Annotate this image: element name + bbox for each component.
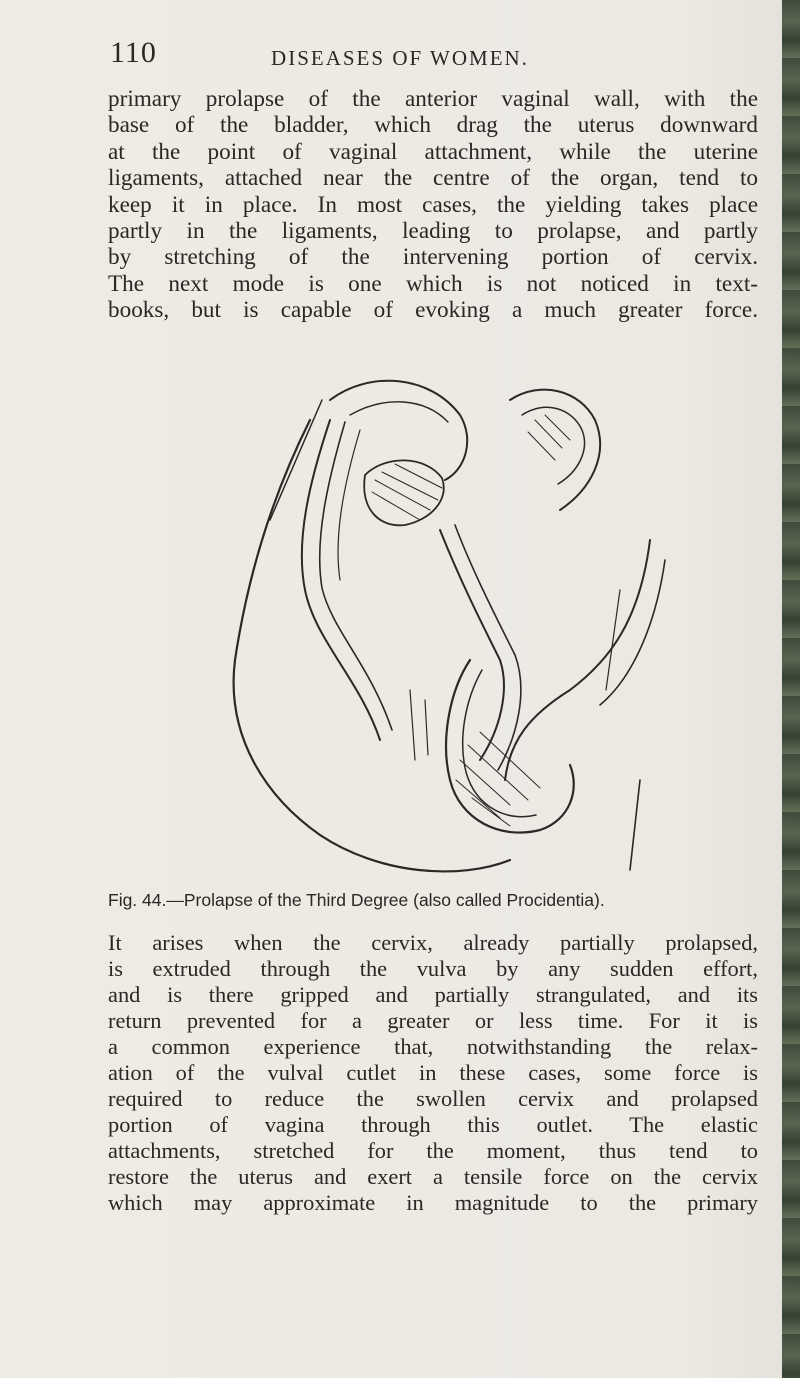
text-line: partly in the ligaments, leading to prolapse, and partly: [108, 218, 758, 245]
text-line: and is there gripped and partially strangulated, and its: [108, 982, 758, 1007]
text-line: a common experience that, notwithstanding the relax-: [108, 1034, 758, 1059]
paragraph-1: [108, 86, 758, 324]
text-line: is extruded through the vulva by any sudden effort,: [108, 956, 758, 981]
figure-caption: Fig. 44.—Prolapse of the Third Degree (also called Procidentia).: [108, 890, 605, 910]
page-edge: [782, 0, 800, 1378]
text-line: which may approximate in magnitude to the primary: [108, 1190, 758, 1215]
text-line: The next mode is one which is not noticed in text-: [108, 270, 758, 297]
paragraph-2: [108, 930, 758, 1216]
text-line: restore the uterus and exert a tensile force on the cervix: [108, 1164, 758, 1189]
text-line: books, but is capable of evoking a much greater force.: [108, 297, 758, 324]
text-line: required to reduce the swollen cervix and prolapsed: [108, 1086, 758, 1111]
text-line: ligaments, attached near the centre of the organ, tend to: [108, 165, 758, 192]
prolapse-illustration: [210, 360, 670, 890]
text-line: portion of vagina through this outlet. The elastic: [108, 1112, 758, 1137]
text-line: keep it in place. In most cases, the yielding takes place: [108, 191, 758, 218]
text-line: ation of the vulval cutlet in these cases, some force is: [108, 1060, 758, 1085]
text-line: base of the bladder, which drag the uterus downward: [108, 112, 758, 139]
text-line: return prevented for a greater or less time. For it is: [108, 1008, 758, 1033]
text-line: It arises when the cervix, already partially prolapsed,: [108, 930, 758, 955]
text-line: primary prolapse of the anterior vaginal wall, with the: [108, 86, 758, 112]
text-line: attachments, stretched for the moment, thus tend to: [108, 1138, 758, 1163]
text-line: at the point of vaginal attachment, while the uterine: [108, 138, 758, 165]
page-number: 110: [110, 36, 157, 69]
running-head: DISEASES OF WOMEN.: [271, 46, 529, 70]
text-line: by stretching of the intervening portion of cervix.: [108, 244, 758, 271]
